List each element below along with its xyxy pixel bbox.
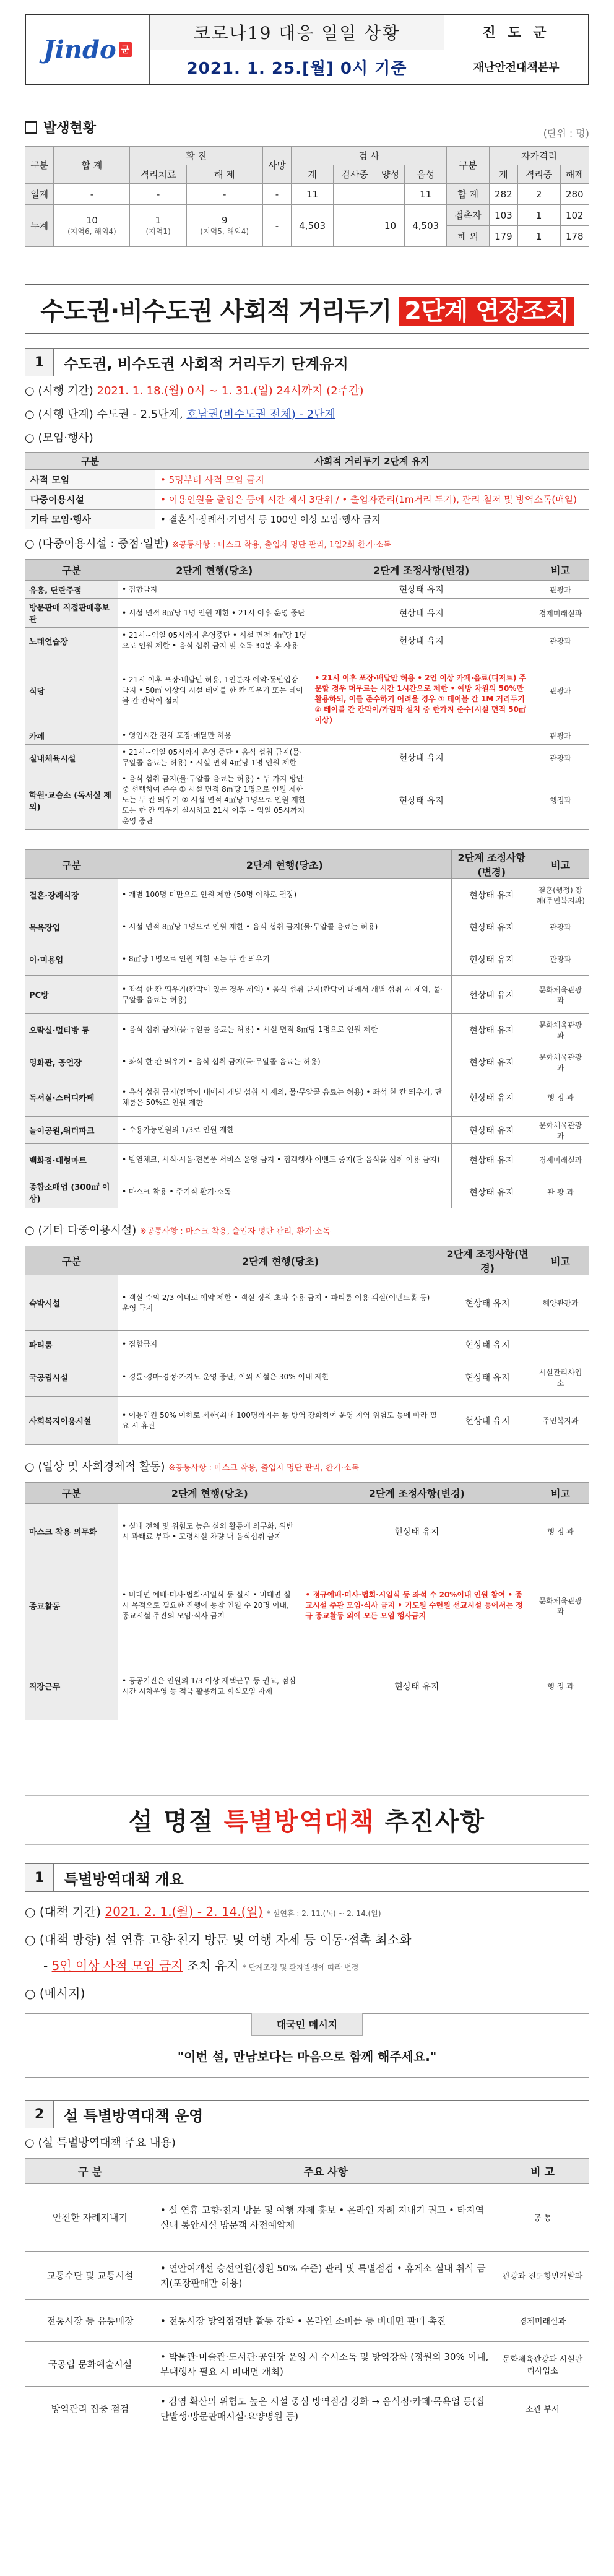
table-cell: 누계 (25, 205, 54, 247)
table-cell: • 마스크 착용 • 주기적 환기·소독 (118, 1176, 452, 1208)
table-header-cell: 2단계 조정사항(변경) (311, 560, 532, 581)
table-cell: 종교활동 (25, 1559, 118, 1652)
table-row (25, 911, 589, 943)
dept-name: 재난안전대책본부 (473, 61, 560, 75)
table-cell: 안전한 자례지내기 (25, 2184, 155, 2252)
table-row (25, 490, 589, 510)
table-row (25, 1144, 589, 1176)
table-cell: 이·미용업 (25, 943, 118, 976)
stage-line: ○ (시행 단계) 수도권 - 2.5단계, 호남권(비수도권 전체) - 2단계 (25, 408, 335, 421)
table-cell: 2 (517, 184, 560, 205)
table-cell: - (54, 184, 130, 205)
table-cell: 문화체육관광과 (532, 1014, 589, 1046)
table-cell: • 좌석 한 칸 띄우기 • 음식 섭취 금지(물·무알콜 음료는 허용) (118, 1046, 452, 1078)
table-cell: • 발열체크, 시식·시음·견본품 서비스 운영 금지 • 집객행사 이벤트 중지(단 음식을 섭취 이용 금지) (118, 1144, 452, 1176)
table-cell: 백화점·대형마트 (25, 1144, 118, 1176)
table-cell: 놀이공원,워터파크 (25, 1117, 118, 1144)
table-cell: 현상태 유지 (451, 1046, 532, 1078)
table-cell: 관광과 (532, 745, 589, 771)
table-cell (376, 184, 404, 205)
table-cell: • 이용인원 50% 이하로 제한(최대 100명까지는 동 방역 강화하여 운영 지역 위험도 등에 따라 필요 시 휴관 (118, 1397, 443, 1445)
table-cell: 소관 부서 (496, 2387, 589, 2431)
table-cell: 문화체육관광과 (532, 1117, 589, 1144)
table-cell: • 연안여객선 승선인원(정원 50% 수준) 관리 및 특별점검 • 휴게소 실내 취식 금지(포장판매만 허용) (155, 2252, 496, 2300)
gathering-rules-table (25, 452, 589, 529)
table-cell: 문화체육관광과 시설관리사업소 (496, 2342, 589, 2387)
facility-note: ○ (다중이용시설 : 중점·일반) ※공통사항 : 마스크 착용, 출입자 명단 관리, 1일2회 환기·소독 (25, 537, 391, 550)
table-cell: • 5명부터 사적 모임 금지 (155, 470, 589, 490)
table-cell: • 전통시장 방역점검반 활동 강화 • 온라인 소비를 등 비대면 판매 촉진 (155, 2300, 496, 2342)
table-cell: • 음식 섭취 금지(물·무알콜 음료는 허용) • 시설 면적 8㎡당 1명으로 인원 제한 (118, 1014, 452, 1046)
period-line: ○ (시행 기간) 2021. 1. 18.(월) 0시 ~ 1. 31.(일) 24시까지 (2주간) (25, 384, 364, 397)
table-cell: 1 (지역1) (130, 205, 186, 247)
table-cell: 오락실·멀티방 등 (25, 1014, 118, 1046)
table-cell: 관광과 (532, 581, 589, 599)
table-cell: 경제미래실과 (532, 1144, 589, 1176)
table-cell: 결혼·장례식장 (25, 879, 118, 911)
table-cell: 결혼(행정) 장례(주민복지과) (532, 879, 589, 911)
table-cell: 현상태 유지 (443, 1397, 532, 1445)
occurrence-table (25, 146, 589, 247)
table-cell: • 공공기관은 인원의 1/3 이상 재택근무 등 권고, 점심시간 시차운영 등 적극 활용하고 회식모임 자제 (118, 1652, 301, 1720)
table-cell: PC방 (25, 976, 118, 1014)
table-header-cell: 검 사 (292, 147, 447, 165)
table-header-cell: 양성 (376, 165, 404, 184)
table-header-cell: 해제 (560, 165, 589, 184)
section-special-2-header: 2 설 특별방역대책 운영 (25, 2100, 589, 2128)
table-cell (334, 184, 376, 205)
table-cell: 현상태 유지 (311, 628, 532, 654)
section-special-1-header: 1 특별방역대책 개요 (25, 1863, 589, 1892)
table-cell: 해양관광과 (532, 1275, 589, 1331)
table-header-cell: 구분 (447, 147, 490, 184)
table-row (25, 510, 589, 529)
table-cell: • 집합금지 (118, 581, 311, 599)
table-cell: 현상태 유지 (451, 911, 532, 943)
table-cell: 해 외 (447, 226, 490, 247)
table-cell: 1 (517, 226, 560, 247)
table-cell: - (186, 184, 262, 205)
table-cell: • 수용가능인원의 1/3로 인원 제한 (118, 1117, 452, 1144)
table-cell: - (262, 184, 291, 205)
special-measures-title: 설 명절 특별방역대책 추진사항 (25, 1795, 589, 1845)
table-cell: 주민복지과 (532, 1397, 589, 1445)
table-cell: 방문판매 직접판매홍보관 (25, 599, 118, 628)
table-cell: 10 (지역6, 해외4) (54, 205, 130, 247)
table-cell: 282 (489, 184, 517, 205)
table-cell: 현상태 유지 (451, 1144, 532, 1176)
table-header-cell: 2단계 조정사항(변경) (443, 1246, 532, 1275)
table-cell: 현상태 유지 (311, 745, 532, 771)
table-row (25, 943, 589, 976)
report-date: 2021. 1. 25.[월] 0시 기준 (186, 59, 407, 78)
table-cell: • 이용인원을 줄임은 등에 시간 제시 3단위 / • 출입자관리(1m거리 두기), 관리 철저 및 방역소독(매일) (155, 490, 589, 510)
table-cell: • 21시~익일 05시까지 운영 중단 • 음식 섭취 금지(물·무알콜 음료는 허용) • 시설 면적 4㎡당 1명 인원 제한 (118, 745, 311, 771)
table-header-cell: 2단계 현행(당초) (118, 1483, 301, 1504)
table-header-cell: 2단계 조정사항(변경) (301, 1483, 532, 1504)
table-cell: 행 정 과 (532, 1078, 589, 1117)
table-header-cell: 비 고 (496, 2159, 589, 2184)
table-cell: - (262, 205, 291, 247)
table-header-cell: 비고 (532, 850, 589, 879)
table-cell: 공 통 (496, 2184, 589, 2252)
unit-label: (단위 : 명) (543, 128, 589, 139)
table-header-cell: 해 제 (186, 165, 262, 184)
table-cell: 현상태 유지 (443, 1275, 532, 1331)
table-row (25, 599, 589, 628)
table-cell: 다중이용시설 (25, 490, 155, 510)
facility-table-1 (25, 559, 589, 830)
checkbox-square-icon (25, 121, 37, 134)
table-cell: 4,503 (292, 205, 334, 247)
table-cell: 시설관리사업소 (532, 1358, 589, 1397)
table-cell: 유흥, 단란주점 (25, 581, 118, 599)
table-cell: 합 계 (447, 184, 490, 205)
table-cell: 관광과 (532, 943, 589, 976)
table-cell: 영화관, 공연장 (25, 1046, 118, 1078)
table-cell: 10 (376, 205, 404, 247)
table-row (25, 1078, 589, 1117)
table-cell: • 설 연휴 고향·친지 방문 및 여행 자제 홍보 • 온라인 자례 지내기 권고 • 타지역 실내 봉안시설 방문객 사전예약제 (155, 2184, 496, 2252)
table-row (25, 470, 589, 490)
table-cell: 관광과 (532, 727, 589, 745)
table-cell: 종합소매업 (300㎡ 이상) (25, 1176, 118, 1208)
jindo-logo: Jindo 군 (26, 15, 150, 84)
table-cell: 경제미래실과 (532, 599, 589, 628)
facility-table-2 (25, 849, 589, 1208)
table-cell: • 경륜·경마·경정·카지노 운영 중단, 이외 시설은 30% 이내 제한 (118, 1358, 443, 1397)
table-cell: 파티룸 (25, 1331, 118, 1358)
table-header-cell: 구분 (25, 1246, 118, 1275)
table-cell: 현상태 유지 (443, 1358, 532, 1397)
table-cell: 관광과 (532, 654, 589, 727)
daily-activity-note: ○ (일상 및 사회경제적 활동) ※공통사항 : 마스크 착용, 출입자 명단 관리, 환기·소독 (25, 1460, 360, 1473)
table-cell: 11 (405, 184, 447, 205)
table-cell: 9 (지역5, 해외4) (186, 205, 262, 247)
table-cell: • 음식 섭취 금지(칸막이 내에서 개별 섭취 시 제외, 물·무알콜 음료는 허용) • 좌석 한 칸 띄우기, 단체룸은 50%로 인원 제한 (118, 1078, 452, 1117)
table-cell: • 21시 이후 포장·배달만 허용 • 2인 이상 카페·음료(디저트) 주문할 경우 머무르는 시간 1시간으로 제한 • 예방 차원의 50%만 활용하되, 이를 준수하기 어려울 경우 ① 테이블 간 1M 거리두기 ② 테이블 간 칸막이/가림막 설치 중 한가지 준수(시설 면적 50㎡ 이상) (311, 654, 532, 745)
table-row (25, 1559, 589, 1652)
table-cell: 독서실·스터디카페 (25, 1078, 118, 1117)
org-name: 진 도 군 (444, 15, 588, 50)
table-row (25, 654, 589, 727)
table-cell: 관 광 과 (532, 1176, 589, 1208)
table-row (25, 1331, 589, 1358)
table-cell: • 결혼식·장례식·기념식 등 100인 이상 모임·행사 금지 (155, 510, 589, 529)
table-cell: 직장근무 (25, 1652, 118, 1720)
table-cell: 현상태 유지 (301, 1504, 532, 1559)
table-cell: 현상태 유지 (451, 976, 532, 1014)
table-header-cell: 비고 (532, 1246, 589, 1275)
table-cell: • 객실 수의 2/3 이내로 예약 제한 • 객실 정원 초과 수용 금지 • 파티룸 이용 객실(이벤트홀 등) 운영 금지 (118, 1275, 443, 1331)
table-cell: 사적 모임 (25, 470, 155, 490)
table-header-cell: 음성 (405, 165, 447, 184)
table-header-cell: 계 (292, 165, 334, 184)
table-cell: • 정규예배·미사·법회·시일식 등 좌석 수 20%이내 인원 참여 • 종교시설 주관 모임·식사 금지 • 기도원 수련원 선교시설 등에서는 정규 종교활동 외에 모든 모임 행사금지 (301, 1559, 532, 1652)
table-row (25, 1014, 589, 1046)
table-cell: 문화체육관광과 (532, 1559, 589, 1652)
table-row (25, 628, 589, 654)
table-cell (334, 205, 376, 247)
table-cell: 행 정 과 (532, 1504, 589, 1559)
table-cell: 현상태 유지 (311, 581, 532, 599)
report-title: 코로나19 대응 일일 상황 (150, 15, 444, 50)
table-cell: • 영업시간 전체 포장·배달만 허용 (118, 727, 311, 745)
table-row (25, 1397, 589, 1445)
special-period-line: ○ (대책 기간) 2021. 2. 1.(월) - 2. 14.(일) * 설연휴 : 2. 11.(목) ~ 2. 14.(일) (25, 1904, 381, 1919)
table-cell: • 집합금지 (118, 1331, 443, 1358)
special-direction-line: ○ (대책 방향) 설 연휴 고향·친지 방문 및 여행 자제 등 이동·접촉 최소화 (25, 1932, 412, 1947)
table-header-cell: 2단계 현행(당초) (118, 560, 311, 581)
table-cell: 식당 (25, 654, 118, 727)
table-header-cell: 구분 (25, 453, 155, 470)
special-gathering-line: - 5인 이상 사적 모임 금지 조치 유지 * 단계조정 및 환자발생에 따라 변경 (43, 1958, 359, 1973)
table-row (25, 976, 589, 1014)
table-header-cell: 구분 (25, 1483, 118, 1504)
table-row (25, 1358, 589, 1397)
table-header-cell: 2단계 조정사항(변경) (451, 850, 532, 879)
table-row (25, 1652, 589, 1720)
table-cell: 문화체육관광과 (532, 976, 589, 1014)
special-ops-sub: ○ (설 특별방역대책 주요 내용) (25, 2136, 176, 2149)
table-row (25, 1176, 589, 1208)
table-cell: 280 (560, 184, 589, 205)
table-cell: 현상태 유지 (443, 1331, 532, 1358)
table-cell: 103 (489, 205, 517, 226)
table-cell: 행정과 (532, 771, 589, 830)
table-row (25, 1046, 589, 1078)
table-row (25, 1117, 589, 1144)
table-header-cell: 자가격리 (489, 147, 589, 165)
table-cell: • 좌석 한 칸 띄우기(칸막이 있는 경우 제외) • 음식 섭취 금지(칸막이 내에서 개별 섭취 시 제외, 물·무알콜 음료는 허용) (118, 976, 452, 1014)
table-row (25, 1504, 589, 1559)
table-cell: 실내체육시설 (25, 745, 118, 771)
table-cell: 현상태 유지 (451, 1117, 532, 1144)
table-row (25, 2387, 589, 2431)
table-cell: 현상태 유지 (451, 1078, 532, 1117)
table-row (25, 2184, 589, 2252)
table-cell: 숙박시설 (25, 1275, 118, 1331)
table-header-cell: 검사중 (334, 165, 376, 184)
table-cell: 4,503 (405, 205, 447, 247)
table-cell: 관광과 (532, 628, 589, 654)
table-cell: 국공립 문화예술시설 (25, 2342, 155, 2387)
table-cell: 관광과 진도항만개발과 (496, 2252, 589, 2300)
table-header-cell: 합 계 (54, 147, 130, 184)
table-cell: 1 (517, 205, 560, 226)
table-header-cell: 2단계 현행(당초) (118, 850, 452, 879)
table-cell: • 개별 100명 미만으로 인원 제한 (50명 이하로 권장) (118, 879, 452, 911)
table-cell: 현상태 유지 (451, 943, 532, 976)
table-cell: 현상태 유지 (311, 771, 532, 830)
table-row (25, 205, 589, 226)
table-cell: • 실내 전체 및 위험도 높은 실외 활동에 의무화, 위반 시 과태료 부과 • 고령시설 차량 내 음식섭취 금지 (118, 1504, 301, 1559)
table-row (25, 581, 589, 599)
table-header-cell: 격리치료 (130, 165, 186, 184)
table-cell: 노래연습장 (25, 628, 118, 654)
table-cell: 문화체육관광과 (532, 1046, 589, 1078)
table-cell: 기타 모임·행사 (25, 510, 155, 529)
table-row (25, 1275, 589, 1331)
table-header-cell: 주요 사항 (155, 2159, 496, 2184)
table-header-cell: 사망 (262, 147, 291, 184)
table-cell: 마스크 착용 의무화 (25, 1504, 118, 1559)
table-cell: 일계 (25, 184, 54, 205)
table-cell: • 감염 확산의 위험도 높은 시설 중심 방역점검 강화 → 음식점·카페·목욕업 등(집단발생·방문판매시설·요양병원 등) (155, 2387, 496, 2431)
table-cell: 현상태 유지 (451, 1014, 532, 1046)
occurrence-title: 발생현황 (25, 118, 589, 137)
table-cell: 경제미래실과 (496, 2300, 589, 2342)
distancing-banner: 수도권·비수도권 사회적 거리두기 2단계 연장조치 (25, 284, 589, 334)
table-cell: • 음식 섭취 금지(물·무알콜 음료는 허용) • 두 가지 방안 중 선택하여 준수 ① 시설 면적 8㎡당 1명으로 인원 제한 또는 두 칸 띄우기 ② 시설 면적 4㎡당 1명으로 인원 제한 또는 한 칸 띄우기 실시하고 21시 이후 ~ 익일 05시까지 운영 중단 (118, 771, 311, 830)
table-row (25, 771, 589, 830)
table-cell: 178 (560, 226, 589, 247)
other-facility-table (25, 1246, 589, 1445)
section-1-header: 1 수도권, 비수도권 사회적 거리두기 단계유지 (25, 348, 589, 376)
table-cell: 102 (560, 205, 589, 226)
table-cell: 11 (292, 184, 334, 205)
table-cell: 사회복지이용시설 (25, 1397, 118, 1445)
table-cell: 카페 (25, 727, 118, 745)
table-header-cell: 비고 (532, 1483, 589, 1504)
table-cell: 학원·교습소 (독서실 제외) (25, 771, 118, 830)
table-row (25, 745, 589, 771)
table-header-cell: 비고 (532, 560, 589, 581)
table-cell: 현상태 유지 (301, 1652, 532, 1720)
special-message-line: ○ (메시지) (25, 1986, 85, 2001)
table-cell: 방역관리 집중 점검 (25, 2387, 155, 2431)
table-cell: 교통수단 및 교통시설 (25, 2252, 155, 2300)
table-cell: • 시설 면적 8㎡당 1명 인원 제한 • 21시 이후 운영 중단 (118, 599, 311, 628)
table-cell: - (130, 184, 186, 205)
table-cell: • 비대면 예배·미사·법회·시일식 등 실시 • 비대면 실시 목적으로 필요한 진행에 동참 인원 수 20명 이내, 종교시설 주관의 모임·식사 금지 (118, 1559, 301, 1652)
table-cell: 전통시장 등 유통매장 (25, 2300, 155, 2342)
table-cell (532, 1331, 589, 1358)
table-header-cell: 구분 (25, 147, 54, 184)
table-cell: 179 (489, 226, 517, 247)
table-row (25, 2342, 589, 2387)
table-cell: • 21시 이후 포장·배달만 허용, 1인분자 예약·동반입장 금지 • 50㎡ 이상의 시설 테이블 한 칸 띄우기 또는 테이블 간 칸막이 설치 (118, 654, 311, 727)
daily-activity-table (25, 1482, 589, 1720)
table-header-cell: 격리중 (517, 165, 560, 184)
table-cell: • 시설 면적 8㎡당 1명으로 인원 제한 • 음식 섭취 금지(물·무알콜 음료는 허용) (118, 911, 452, 943)
special-ops-table (25, 2158, 589, 2431)
table-cell: 현상태 유지 (311, 599, 532, 628)
table-cell: • 박물관·미술관·도서관·공연장 운영 시 수시소독 및 방역강화 (정원의 30% 이내, 부대행사 필요 시 비대면 개최) (155, 2342, 496, 2387)
table-cell: 행 정 과 (532, 1652, 589, 1720)
table-cell: 목욕장업 (25, 911, 118, 943)
gathering-line: ○ (모임·행사) (25, 432, 93, 445)
table-cell: 관광과 (532, 911, 589, 943)
table-header-cell: 구분 (25, 560, 118, 581)
table-cell: • 8㎡당 1명으로 인원 제한 또는 두 칸 띄우기 (118, 943, 452, 976)
table-header-cell: 구분 (25, 850, 118, 879)
table-header-cell: 계 (489, 165, 517, 184)
table-cell: • 21시~익일 05시까지 운영중단 • 시설 면적 4㎡당 1명으로 인원 제한 • 음식 섭취 금지 및 소독 30분 후 사용 (118, 628, 311, 654)
table-cell: 국공립시설 (25, 1358, 118, 1397)
table-row (25, 2300, 589, 2342)
table-row (25, 2252, 589, 2300)
other-facility-note: ○ (기타 다중이용시설) ※공통사항 : 마스크 착용, 출입자 명단 관리, 환기·소독 (25, 1224, 331, 1237)
table-header-cell: 2단계 현행(당초) (118, 1246, 443, 1275)
table-header-cell: 사회적 거리두기 2단계 유지 (155, 453, 589, 470)
public-message-box: 대국민 메시지 "이번 설, 만남보다는 마음으로 함께 해주세요." (25, 2013, 589, 2078)
table-cell: 현상태 유지 (451, 1176, 532, 1208)
table-cell: 현상태 유지 (451, 879, 532, 911)
table-cell: 접촉자 (447, 205, 490, 226)
table-header-cell: 구 분 (25, 2159, 155, 2184)
table-row (25, 879, 589, 911)
table-row (25, 184, 589, 205)
table-header-cell: 확 진 (130, 147, 262, 165)
report-header (25, 14, 589, 85)
